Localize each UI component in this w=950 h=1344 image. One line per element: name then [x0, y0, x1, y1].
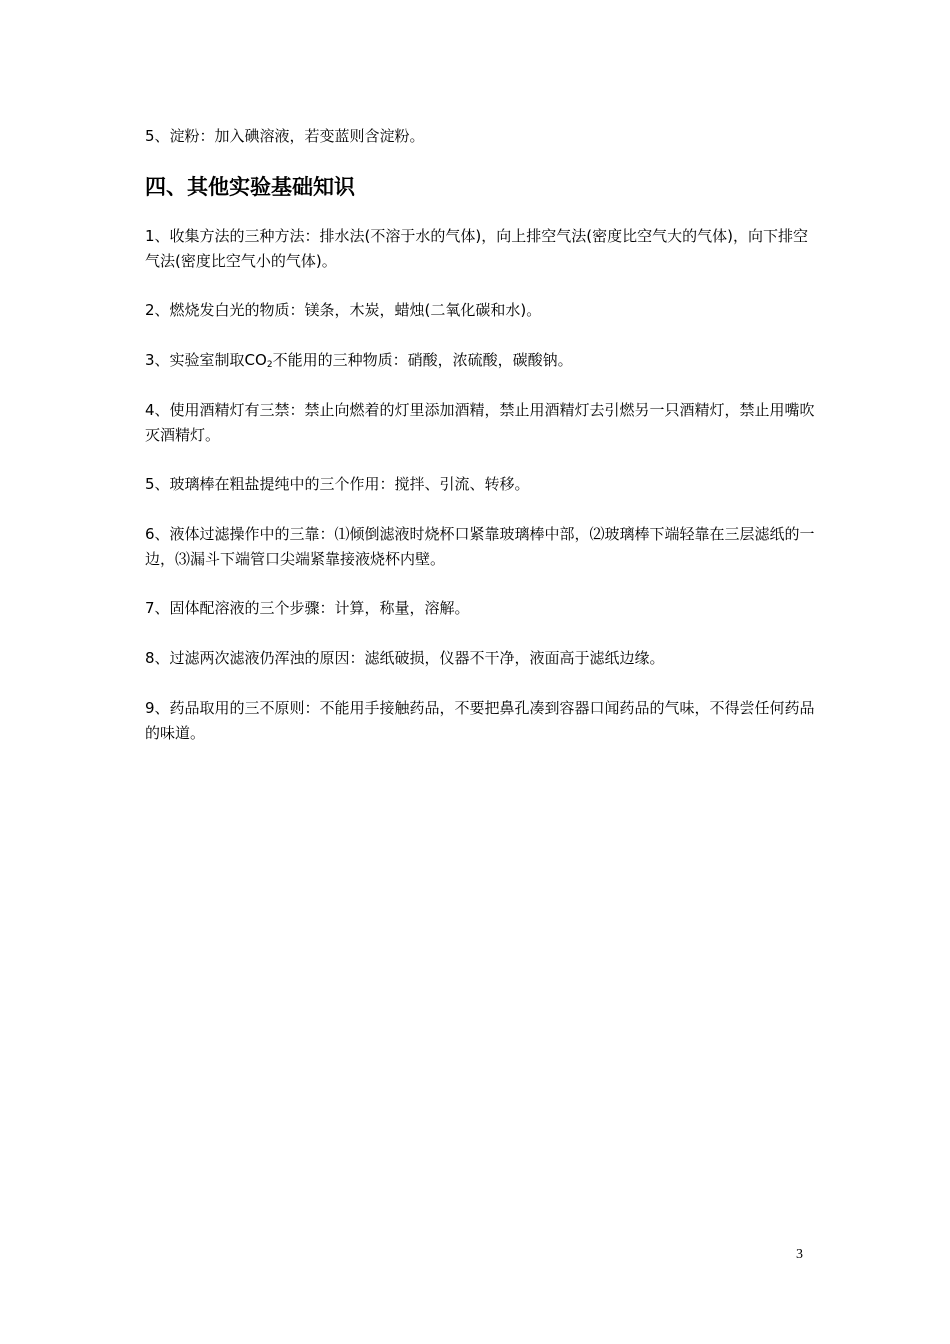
list-item-3 [145, 348, 815, 376]
list-item-8: 8、过滤两次滤液仍浑浊的原因：滤纸破损，仪器不干净，液面高于滤纸边缘。 [145, 649, 665, 667]
list-item-5: 5、玻璃棒在粗盐提纯中的三个作用：搅拌、引流、转移。 [145, 475, 530, 493]
list-item-3-before: 3、实验室制取CO [145, 351, 267, 369]
list-item-3-subscript: 2 [266, 360, 273, 370]
list-item-1: 1、收集方法的三种方法：排水法(不溶于水的气体)，向上排空气法(密度比空气大的气体)，向下排空气法(密度比空气小的气体)。 [145, 227, 808, 270]
list-item-6: 6、液体过滤操作中的三靠：⑴倾倒滤液时烧杯口紧靠玻璃棒中部，⑵玻璃棒下端轻靠在三层滤纸的一边，⑶漏斗下端管口尖端紧靠接液烧杯内壁。 [145, 525, 815, 568]
intro-item: 5、淀粉：加入碘溶液，若变蓝则含淀粉。 [145, 127, 425, 145]
list-item-4: 4、使用酒精灯有三禁：禁止向燃着的灯里添加酒精，禁止用酒精灯去引燃另一只酒精灯，禁止用嘴吹灭酒精灯。 [145, 401, 815, 444]
list-item-3-after: 不能用的三种物质：硝酸，浓硫酸，碳酸钠。 [272, 351, 573, 369]
list-item-2: 2、燃烧发白光的物质：镁条，木炭，蜡烛(二氧化碳和水)。 [145, 301, 542, 319]
list-item-7: 7、固体配溶液的三个步骤：计算，称量，溶解。 [145, 599, 470, 617]
list-item-9: 9、药品取用的三不原则：不能用手接触药品，不要把鼻孔凑到容器口闻药品的气味，不得尝任何药品的味道。 [145, 699, 815, 742]
section-heading: 四、其他实验基础知识 [145, 175, 355, 199]
page-number: 3 [796, 1247, 803, 1262]
